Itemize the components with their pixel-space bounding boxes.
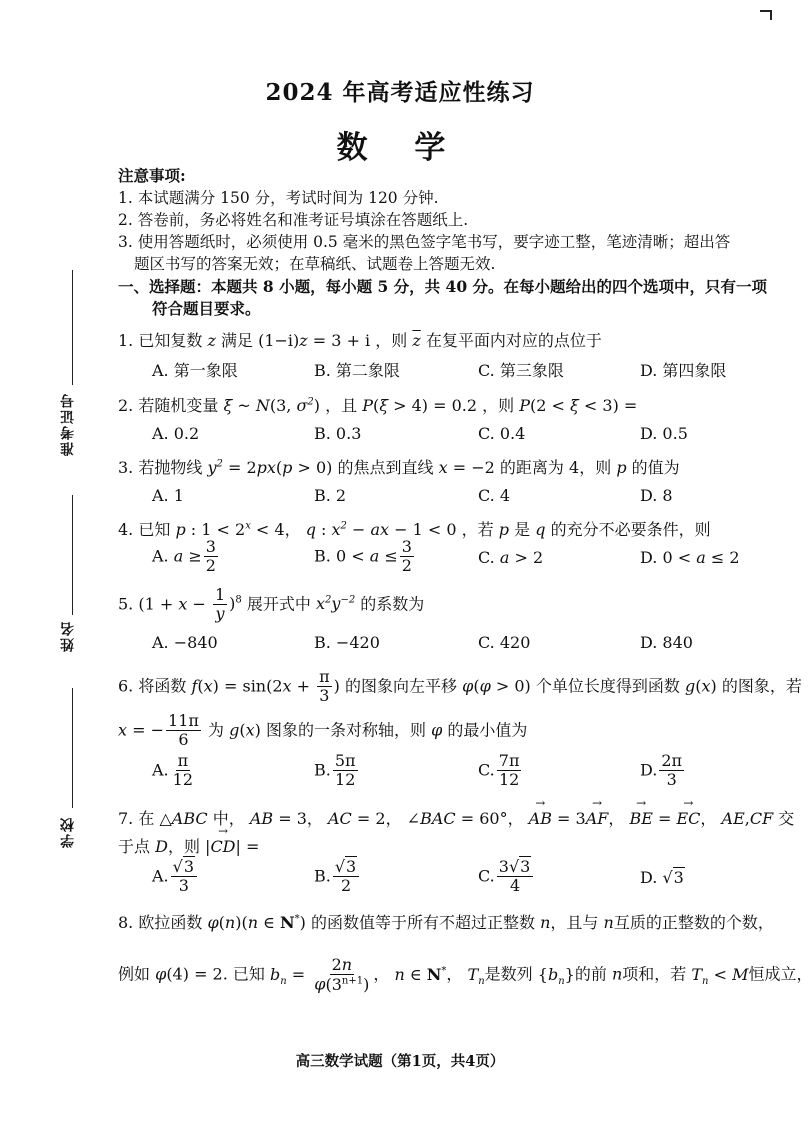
notice-heading: 注意事项: bbox=[118, 166, 186, 185]
q3-option-a[interactable]: A. 1 bbox=[152, 486, 184, 505]
exam-title: 2024 年高考适应性练习 bbox=[265, 79, 535, 106]
q3-option-c[interactable]: C. 4 bbox=[478, 486, 511, 505]
notice-item-1: 1. 本试题满分 150 分，考试时间为 120 分钟. bbox=[118, 189, 439, 207]
q6-option-a[interactable]: A. $\frac{\pi}{12}$ bbox=[152, 751, 193, 790]
q1-option-a[interactable]: A. 第一象限 bbox=[152, 361, 238, 380]
question-5: 5. (1 + x − $\frac{1}{y}$ )$^8$ 展开式中 $x^2y^{-2}$ 的系数为 bbox=[118, 585, 425, 624]
q1-option-c[interactable]: C. 第三象限 bbox=[478, 361, 564, 380]
q7-option-c[interactable]: C. $\frac{3√3}{4}$ bbox=[478, 858, 535, 896]
question-1: 1. 已知复数 z 满足 (1−i)z = 3 + i ，则 $\overline{z}$ 在复平面内对应的点位于 bbox=[118, 331, 602, 350]
side-label-name: 姓名 bbox=[60, 620, 76, 652]
notice-item-3-cont: 题区书写的答案无效；在草稿纸、试题卷上答题无效. bbox=[134, 255, 496, 273]
q5-option-a[interactable]: A. −840 bbox=[152, 633, 218, 652]
q7-option-d[interactable]: D. √3 bbox=[640, 868, 684, 887]
q7-option-b[interactable]: B. $\frac{√3}{2}$ bbox=[314, 858, 361, 896]
q1-option-b[interactable]: B. 第二象限 bbox=[314, 361, 400, 380]
q4-option-c[interactable]: C. a > 2 bbox=[478, 548, 544, 567]
question-7: 7. 在 △ABC 中， AB = 3， AC = 2， ∠BAC = 60°， → AB = 3→ AF， → BE = → EC， AE,CF 交 bbox=[118, 806, 794, 829]
q3-option-b[interactable]: B. 2 bbox=[314, 486, 347, 505]
question-4: 4. 已知 p : $1 < 2^x < 4$， q : $x^2$ − ax − 1 < 0 ，若 p 是 q 的充分不必要条件，则 bbox=[118, 520, 711, 539]
q4-option-a[interactable]: A. a ≥ $\frac{3}{2}$ bbox=[152, 537, 216, 576]
notice-item-2: 2. 答卷前，务必将姓名和准考证号填涂在答题纸上. bbox=[118, 211, 469, 229]
question-6: 6. 将函数 f(x) = sin(2x + $\frac{\pi}{3}$ ) 的图象向左平移 φ(φ > 0) 个单位长度得到函数 g(x) 的图象，若 bbox=[118, 667, 802, 706]
question-8: 8. 欧拉函数 φ(n)(n ∈ N*) 的函数值等于所有不超过正整数 n，且与 n互质的正整数的个数， bbox=[118, 913, 774, 932]
side-line-name bbox=[72, 495, 73, 615]
q7-option-a[interactable]: A. $\frac{√3}{3}$ bbox=[152, 858, 199, 896]
side-label-exam-no: 准考证号 bbox=[60, 392, 76, 456]
subject-title: 数 学 bbox=[336, 130, 464, 166]
q1-option-d[interactable]: D. 第四象限 bbox=[640, 361, 727, 380]
question-3: 3. 若抛物线 $y^2 = 2px(p > 0)$ 的焦点到直线 x = −2 的距离为 4，则 p 的值为 bbox=[118, 458, 680, 477]
side-line-exam-no bbox=[72, 270, 73, 385]
side-line-school bbox=[72, 688, 73, 808]
q6-option-d[interactable]: D. $\frac{2\pi}{3}$ bbox=[640, 751, 683, 790]
q6-option-b[interactable]: B. $\frac{5\pi}{12}$ bbox=[314, 751, 356, 790]
q3-option-d[interactable]: D. 8 bbox=[640, 486, 673, 505]
section-heading: 一、选择题：本题共 8 小题，每小题 5 分，共 40 分。在每小题给出的四个选项中，只有一项 bbox=[118, 277, 768, 296]
section-heading-cont: 符合题目要求。 bbox=[152, 299, 261, 318]
q5-option-c[interactable]: C. 420 bbox=[478, 633, 531, 652]
question-6-line2: x = − $\frac{11\pi}{6}$ 为 g(x) 图象的一条对称轴，则 φ 的最小值为 bbox=[118, 711, 528, 750]
q2-option-c[interactable]: C. 0.4 bbox=[478, 424, 526, 443]
q6-option-c[interactable]: C. $\frac{7\pi}{12}$ bbox=[478, 751, 520, 790]
q2-option-d[interactable]: D. 0.5 bbox=[640, 424, 688, 443]
q4-option-b[interactable]: B. 0 < a ≤ $\frac{3}{2}$ bbox=[314, 537, 412, 576]
question-8-line2: 例如 φ(4) = 2. 已知 $b_n$ = $\frac{2n}{\varphi(3^{n+1})}$ ， n ∈ N*， $T_n$是数列 $\{b_n\}$的前 n项和，若 $T_n < M$恒成立， bbox=[118, 955, 812, 994]
q2-option-b[interactable]: B. 0.3 bbox=[314, 424, 362, 443]
corner-crop-mark bbox=[760, 10, 772, 12]
q5-option-d[interactable]: D. 840 bbox=[640, 633, 693, 652]
notice-item-3: 3. 使用答题纸时，必须使用 0.5 毫米的黑色签字笔书写，要字迹工整，笔迹清晰；超出答 bbox=[118, 233, 731, 251]
q2-option-a[interactable]: A. 0.2 bbox=[152, 424, 200, 443]
side-label-school: 学校 bbox=[60, 816, 76, 848]
page-footer: 高三数学试题（第1页，共4页） bbox=[295, 1053, 505, 1070]
question-7-line2: 于点 D，则 |→ CD| = bbox=[118, 834, 259, 857]
question-2: 2. 若随机变量 ξ ~ N(3, $\sigma^2$) ，且 P(ξ > 4) = 0.2 ，则 P(2 < ξ < 3) = bbox=[118, 396, 638, 415]
q4-option-d[interactable]: D. 0 < a ≤ 2 bbox=[640, 548, 740, 567]
q5-option-b[interactable]: B. −420 bbox=[314, 633, 380, 652]
